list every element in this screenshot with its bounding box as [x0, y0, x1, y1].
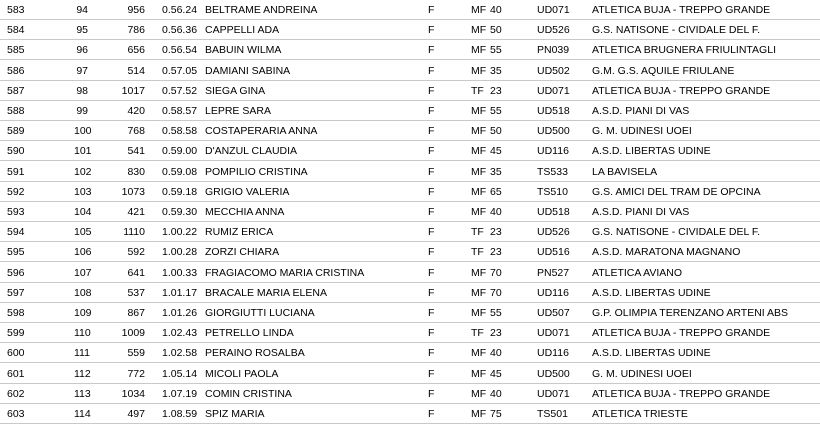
bib-number-cell: 421: [127, 206, 145, 218]
sex-cell: F: [428, 387, 435, 400]
athlete-name-cell: LEPRE SARA: [205, 105, 271, 117]
position-cell: 590: [7, 145, 25, 158]
table-row: [0, 323, 820, 343]
sex-cell: F: [428, 4, 435, 16]
category-code-cell: MF: [471, 387, 487, 400]
category-code-cell: MF: [471, 105, 487, 117]
bib-number-cell: 786: [127, 24, 145, 37]
club-code-cell: UD526: [537, 226, 570, 239]
position-cell: 603: [7, 408, 25, 420]
club-code-cell: UD502: [537, 64, 570, 77]
category-code-cell: MF: [471, 4, 487, 16]
position-cell: 595: [7, 246, 25, 259]
team-name-cell: G.M. G.S. AQUILE FRIULANE: [592, 64, 735, 77]
finish-time-cell: 0.57.05: [162, 64, 198, 77]
category-code-cell: MF: [471, 266, 487, 279]
position-cell: 585: [7, 44, 25, 57]
team-name-cell: A.S.D. PIANI DI VAS: [592, 206, 690, 218]
club-code-cell: UD500: [537, 125, 570, 138]
position-cell: 583: [7, 4, 25, 16]
category-code-cell: MF: [471, 408, 487, 420]
team-name-cell: G. M. UDINESI UOEI: [592, 125, 692, 138]
category-age-cell: 40: [490, 347, 502, 360]
table-row: [0, 404, 820, 424]
sex-cell: F: [428, 24, 435, 37]
finish-time-cell: 0.57.52: [162, 84, 198, 97]
bib-number-cell: 559: [127, 347, 145, 360]
category-rank-cell: 100: [74, 125, 92, 138]
athlete-name-cell: PERAINO ROSALBA: [205, 347, 305, 360]
sex-cell: F: [428, 125, 435, 138]
category-age-cell: 45: [490, 145, 502, 158]
finish-time-cell: 0.56.54: [162, 44, 198, 57]
position-cell: 588: [7, 105, 25, 117]
team-name-cell: A.S.D. LIBERTAS UDINE: [592, 347, 711, 360]
category-code-cell: TF: [471, 226, 484, 239]
bib-number-cell: 641: [127, 266, 145, 279]
table-row: [0, 141, 820, 161]
team-name-cell: LA BAVISELA: [592, 165, 658, 178]
team-name-cell: G. M. UDINESI UOEI: [592, 367, 692, 380]
category-age-cell: 40: [490, 4, 502, 16]
finish-time-cell: 0.59.30: [162, 206, 198, 218]
athlete-name-cell: GRIGIO VALERIA: [205, 185, 290, 198]
bib-number-cell: 420: [127, 105, 145, 117]
athlete-name-cell: GIORGIUTTI LUCIANA: [205, 307, 315, 319]
category-rank-cell: 102: [74, 165, 92, 178]
category-rank-cell: 103: [74, 185, 92, 198]
finish-time-cell: 1.00.28: [162, 246, 198, 259]
category-rank-cell: 98: [76, 84, 88, 97]
finish-time-cell: 0.58.58: [162, 125, 198, 138]
table-row: [0, 263, 820, 283]
position-cell: 591: [7, 165, 25, 178]
sex-cell: F: [428, 105, 435, 117]
team-name-cell: ATLETICA BRUGNERA FRIULINTAGLI: [592, 44, 776, 57]
category-rank-cell: 95: [76, 24, 88, 37]
category-rank-cell: 101: [74, 145, 92, 158]
sex-cell: F: [428, 145, 435, 158]
club-code-cell: TS510: [537, 185, 568, 198]
athlete-name-cell: CAPPELLI ADA: [205, 24, 280, 37]
position-cell: 586: [7, 64, 25, 77]
position-cell: 597: [7, 286, 25, 299]
table-row: [0, 384, 820, 404]
bib-number-cell: 541: [127, 145, 145, 158]
bib-number-cell: 514: [127, 64, 145, 77]
team-name-cell: ATLETICA BUJA - TREPPO GRANDE: [592, 84, 771, 97]
category-code-cell: MF: [471, 145, 487, 158]
finish-time-cell: 1.00.33: [162, 266, 198, 279]
athlete-name-cell: BABUIN WILMA: [205, 44, 282, 57]
club-code-cell: UD526: [537, 24, 570, 37]
category-code-cell: MF: [471, 125, 487, 138]
club-code-cell: PN527: [537, 266, 570, 279]
category-age-cell: 50: [490, 125, 502, 138]
category-age-cell: 70: [490, 286, 502, 299]
club-code-cell: UD071: [537, 4, 570, 16]
sex-cell: F: [428, 185, 435, 198]
team-name-cell: A.S.D. LIBERTAS UDINE: [592, 145, 711, 158]
category-rank-cell: 94: [76, 4, 88, 16]
table-row: [0, 101, 820, 121]
finish-time-cell: 0.59.00: [162, 145, 198, 158]
team-name-cell: ATLETICA BUJA - TREPPO GRANDE: [592, 327, 771, 340]
athlete-name-cell: SPIZ MARIA: [205, 408, 265, 420]
category-age-cell: 70: [490, 266, 502, 279]
category-rank-cell: 107: [74, 266, 92, 279]
category-code-cell: TF: [471, 327, 484, 340]
category-rank-cell: 99: [76, 105, 88, 117]
table-row: [0, 61, 820, 81]
category-rank-cell: 106: [74, 246, 92, 259]
category-code-cell: MF: [471, 44, 487, 57]
finish-time-cell: 0.58.57: [162, 105, 198, 117]
sex-cell: F: [428, 307, 435, 319]
table-row: [0, 283, 820, 303]
club-code-cell: UD516: [537, 246, 570, 259]
category-age-cell: 23: [490, 226, 502, 239]
position-cell: 587: [7, 84, 25, 97]
table-row: [0, 182, 820, 202]
athlete-name-cell: RUMIZ ERICA: [205, 226, 274, 239]
category-rank-cell: 104: [74, 206, 92, 218]
sex-cell: F: [428, 266, 435, 279]
category-age-cell: 23: [490, 84, 502, 97]
position-cell: 596: [7, 266, 25, 279]
table-row: [0, 303, 820, 323]
category-code-cell: MF: [471, 367, 487, 380]
club-code-cell: UD071: [537, 84, 570, 97]
category-code-cell: MF: [471, 286, 487, 299]
finish-time-cell: 1.05.14: [162, 367, 198, 380]
finish-time-cell: 1.02.58: [162, 347, 198, 360]
bib-number-cell: 768: [127, 125, 145, 138]
bib-number-cell: 1034: [121, 387, 145, 400]
category-code-cell: MF: [471, 206, 487, 218]
category-code-cell: MF: [471, 347, 487, 360]
athlete-name-cell: BELTRAME ANDREINA: [205, 4, 318, 16]
table-row: [0, 343, 820, 363]
category-code-cell: MF: [471, 307, 487, 319]
category-age-cell: 23: [490, 246, 502, 259]
finish-time-cell: 0.56.36: [162, 24, 198, 37]
table-row: [0, 364, 820, 384]
finish-time-cell: 1.02.43: [162, 327, 198, 340]
club-code-cell: TS533: [537, 165, 568, 178]
category-rank-cell: 105: [74, 226, 92, 239]
position-cell: 589: [7, 125, 25, 138]
sex-cell: F: [428, 286, 435, 299]
athlete-name-cell: PETRELLO LINDA: [205, 327, 294, 340]
position-cell: 594: [7, 226, 25, 239]
table-row: [0, 0, 820, 20]
category-rank-cell: 110: [74, 327, 91, 340]
bib-number-cell: 497: [127, 408, 145, 420]
athlete-name-cell: COSTAPERARIA ANNA: [205, 125, 318, 138]
category-rank-cell: 114: [74, 408, 91, 420]
category-age-cell: 50: [490, 24, 502, 37]
category-code-cell: TF: [471, 246, 484, 259]
athlete-name-cell: ZORZI CHIARA: [205, 246, 280, 259]
category-rank-cell: 96: [76, 44, 88, 57]
category-code-cell: MF: [471, 24, 487, 37]
athlete-name-cell: SIEGA GINA: [205, 84, 266, 97]
finish-time-cell: 0.59.18: [162, 185, 198, 198]
category-code-cell: MF: [471, 165, 487, 178]
category-age-cell: 35: [490, 64, 502, 77]
position-cell: 593: [7, 206, 25, 218]
bib-number-cell: 592: [127, 246, 145, 259]
sex-cell: F: [428, 84, 435, 97]
athlete-name-cell: MECCHIA ANNA: [205, 206, 285, 218]
category-code-cell: MF: [471, 185, 487, 198]
table-row: [0, 20, 820, 40]
athlete-name-cell: COMIN CRISTINA: [205, 387, 292, 400]
bib-number-cell: 1009: [121, 327, 145, 340]
athlete-name-cell: MICOLI PAOLA: [205, 367, 279, 380]
finish-time-cell: 1.00.22: [162, 226, 198, 239]
athlete-name-cell: D'ANZUL CLAUDIA: [205, 145, 298, 158]
bib-number-cell: 830: [127, 165, 145, 178]
category-rank-cell: 108: [74, 286, 92, 299]
team-name-cell: ATLETICA BUJA - TREPPO GRANDE: [592, 387, 771, 400]
club-code-cell: UD116: [537, 286, 569, 299]
sex-cell: F: [428, 408, 435, 420]
table-row: [0, 222, 820, 242]
position-cell: 584: [7, 24, 25, 37]
position-cell: 598: [7, 307, 25, 319]
bib-number-cell: 537: [127, 286, 145, 299]
category-age-cell: 23: [490, 327, 502, 340]
category-rank-cell: 97: [76, 64, 88, 77]
category-rank-cell: 113: [74, 387, 91, 400]
team-name-cell: G.P. OLIMPIA TERENZANO ARTENI ABS: [592, 307, 789, 319]
club-code-cell: UD116: [537, 145, 569, 158]
category-code-cell: TF: [471, 84, 484, 97]
team-name-cell: ATLETICA BUJA - TREPPO GRANDE: [592, 4, 771, 16]
category-age-cell: 40: [490, 206, 502, 218]
sex-cell: F: [428, 64, 435, 77]
category-rank-cell: 112: [74, 367, 91, 380]
bib-number-cell: 1017: [121, 84, 145, 97]
category-age-cell: 55: [490, 105, 502, 117]
position-cell: 599: [7, 327, 25, 340]
category-age-cell: 65: [490, 185, 502, 198]
club-code-cell: UD071: [537, 387, 570, 400]
athlete-name-cell: POMPILIO CRISTINA: [205, 165, 308, 178]
sex-cell: F: [428, 246, 435, 259]
club-code-cell: UD507: [537, 307, 570, 319]
bib-number-cell: 772: [127, 367, 145, 380]
position-cell: 600: [7, 347, 25, 360]
finish-time-cell: 1.01.26: [162, 307, 198, 319]
sex-cell: F: [428, 367, 435, 380]
category-rank-cell: 109: [74, 307, 92, 319]
team-name-cell: ATLETICA AVIANO: [592, 266, 683, 279]
finish-time-cell: 0.56.24: [162, 4, 198, 16]
athlete-name-cell: DAMIANI SABINA: [205, 64, 291, 77]
team-name-cell: ATLETICA TRIESTE: [592, 408, 688, 420]
category-age-cell: 45: [490, 367, 502, 380]
sex-cell: F: [428, 44, 435, 57]
table-row: [0, 121, 820, 141]
sex-cell: F: [428, 347, 435, 360]
bib-number-cell: 956: [127, 4, 145, 16]
athlete-name-cell: FRAGIACOMO MARIA CRISTINA: [205, 266, 365, 279]
table-row: [0, 242, 820, 262]
category-age-cell: 55: [490, 44, 502, 57]
club-code-cell: UD071: [537, 327, 570, 340]
finish-time-cell: 1.07.19: [162, 387, 198, 400]
finish-time-cell: 0.59.08: [162, 165, 198, 178]
sex-cell: F: [428, 226, 435, 239]
table-row: [0, 162, 820, 182]
club-code-cell: UD518: [537, 105, 570, 117]
table-row: [0, 40, 820, 60]
athlete-name-cell: BRACALE MARIA ELENA: [205, 286, 327, 299]
position-cell: 592: [7, 185, 25, 198]
category-age-cell: 40: [490, 387, 502, 400]
sex-cell: F: [428, 327, 435, 340]
category-age-cell: 35: [490, 165, 502, 178]
bib-number-cell: 867: [127, 307, 145, 319]
club-code-cell: UD518: [537, 206, 570, 218]
position-cell: 602: [7, 387, 25, 400]
bib-number-cell: 1073: [121, 185, 145, 198]
position-cell: 601: [7, 367, 25, 380]
finish-time-cell: 1.08.59: [162, 408, 198, 420]
table-row: [0, 81, 820, 101]
bib-number-cell: 1110: [123, 226, 145, 239]
club-code-cell: TS501: [537, 408, 568, 420]
team-name-cell: G.S. NATISONE - CIVIDALE DEL F.: [592, 24, 761, 37]
club-code-cell: UD116: [537, 347, 569, 360]
table-row: [0, 202, 820, 222]
category-code-cell: MF: [471, 64, 487, 77]
category-rank-cell: 111: [74, 347, 90, 360]
team-name-cell: G.S. AMICI DEL TRAM DE OPCINA: [592, 185, 761, 198]
team-name-cell: A.S.D. LIBERTAS UDINE: [592, 286, 711, 299]
team-name-cell: G.S. NATISONE - CIVIDALE DEL F.: [592, 226, 761, 239]
category-age-cell: 55: [490, 307, 502, 319]
finish-time-cell: 1.01.17: [162, 286, 198, 299]
sex-cell: F: [428, 206, 435, 218]
sex-cell: F: [428, 165, 435, 178]
club-code-cell: UD500: [537, 367, 570, 380]
team-name-cell: A.S.D. PIANI DI VAS: [592, 105, 690, 117]
category-age-cell: 75: [490, 408, 502, 420]
bib-number-cell: 656: [127, 44, 145, 57]
team-name-cell: A.S.D. MARATONA MAGNANO: [592, 246, 741, 259]
club-code-cell: PN039: [537, 44, 570, 57]
